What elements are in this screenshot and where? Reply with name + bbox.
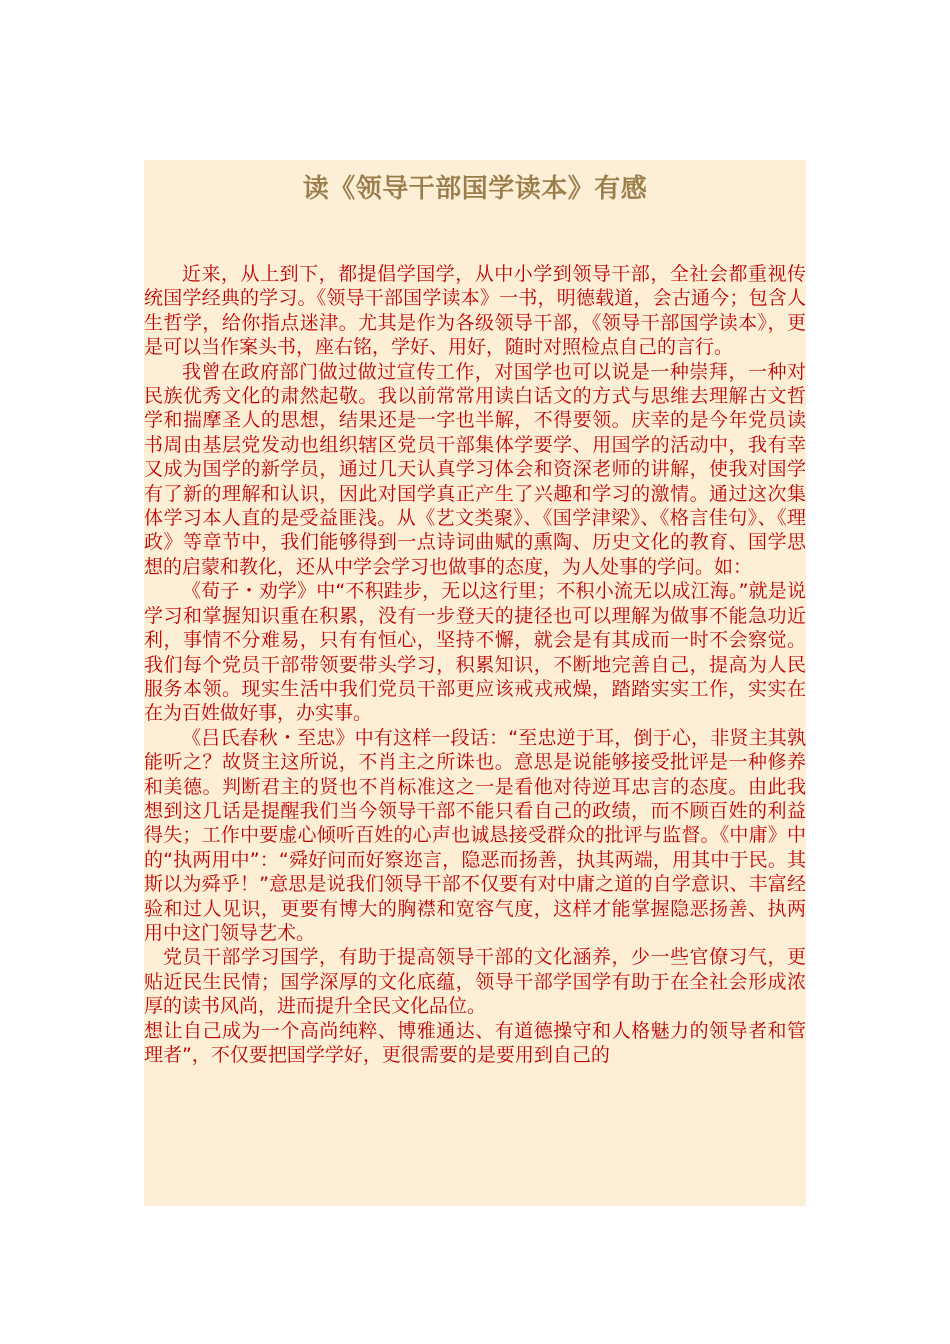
document-body: [144, 262, 806, 1067]
paragraph-4: 《吕氏春秋・至忠》中有这样一段话：“至忠逆于耳，倒于心，非贤主其孰能听之？故贤主这所说，不肖主之所诛也。意思是说能够接受批评是一种修养和美德。判断君主的贤也不肖标准这之一是看他对待逆耳忠言的态度。由此我想到这几话是提醒我们当今领导干部不能只看自己的政绩，而不顾百姓的利益得失；工作中要虚心倾听百姓的心声也诚恳接受群众的批评与监督。《中庸》中的“执两用中”：“舜好问而好察迩言，隐恶而扬善，执其两端，用其中于民。其斯以为舜乎！”意思是说我们领导干部不仅要有对中庸之道的自学意识、丰富经验和过人见识，更要有博大的胸襟和宽容气度，这样才能掌握隐恶扬善、执两用中这门领导艺术。: [144, 726, 806, 944]
paragraph-2: 我曾在政府部门做过做过宣传工作，对国学也可以说是一种崇拜，一种对民族优秀文化的肃然起敬。我以前常常用读白话文的方式与思维去理解古文哲学和揣摩圣人的思想，结果还是一字也半解，不得要领。庆幸的是今年党员读书周由基层党发动也组织辖区党员干部集体学要学、用国学的活动中，我有幸又成为国学的新学员，通过几天认真学习体会和资深老师的讲解，使我对国学有了新的理解和认识，因此对国学真正产生了兴趣和学习的激情。通过这次集体学习本人直的是受益匪浅。从《艺文类聚》、《国学津梁》、《格言佳句》、《理政》等章节中，我们能够得到一点诗词曲赋的熏陶、历史文化的教育、国学思想的启蒙和教化，还从中学会学习也做事的态度，为人处事的学问。如：: [144, 360, 806, 578]
paragraph-3: 《荀子・劝学》中“不积跬步，无以这行里；不积小流无以成江海。”就是说学习和掌握知识重在积累，没有一步登天的捷径也可以理解为做事不能急功近利，事情不分难易，只有有恒心，坚持不懈，就会是有其成而一时不会察觉。我们每个党员干部带领要带头学习，积累知识，不断地完善自己，提高为人民服务本领。现实生活中我们党员干部更应该戒戎戒燥，踏踏实实工作，实实在在为百姓做好事，办实事。: [144, 580, 806, 725]
paragraph-6: 想让自己成为一个高尚纯粹、博雅通达、有道德操守和人格魅力的领导者和管理者”，不仅要把国学学好，更很需要的是要用到自己的: [144, 1019, 806, 1066]
document-page: [144, 160, 806, 1206]
document-title: 读《领导干部国学读本》有感: [302, 174, 648, 204]
paragraph-5: 党员干部学习国学，有助于提高领导干部的文化涵养，少一些官僚习气，更贴近民生民情；国学深厚的文化底蕴，领导干部学国学有助于在全社会形成浓厚的读书风尚，进而提升全民文化品位。: [144, 946, 806, 1018]
paragraph-1: 近来，从上到下，都提倡学国学，从中小学到领导干部，全社会都重视传统国学经典的学习。《领导干部国学读本》一书，明德载道，会古通今；包含人生哲学，给你指点迷津。尤其是作为各级领导干部，《领导干部国学读本》，更是可以当作案头书，座右铭，学好、用好，随时对照检点自己的言行。: [144, 263, 806, 359]
